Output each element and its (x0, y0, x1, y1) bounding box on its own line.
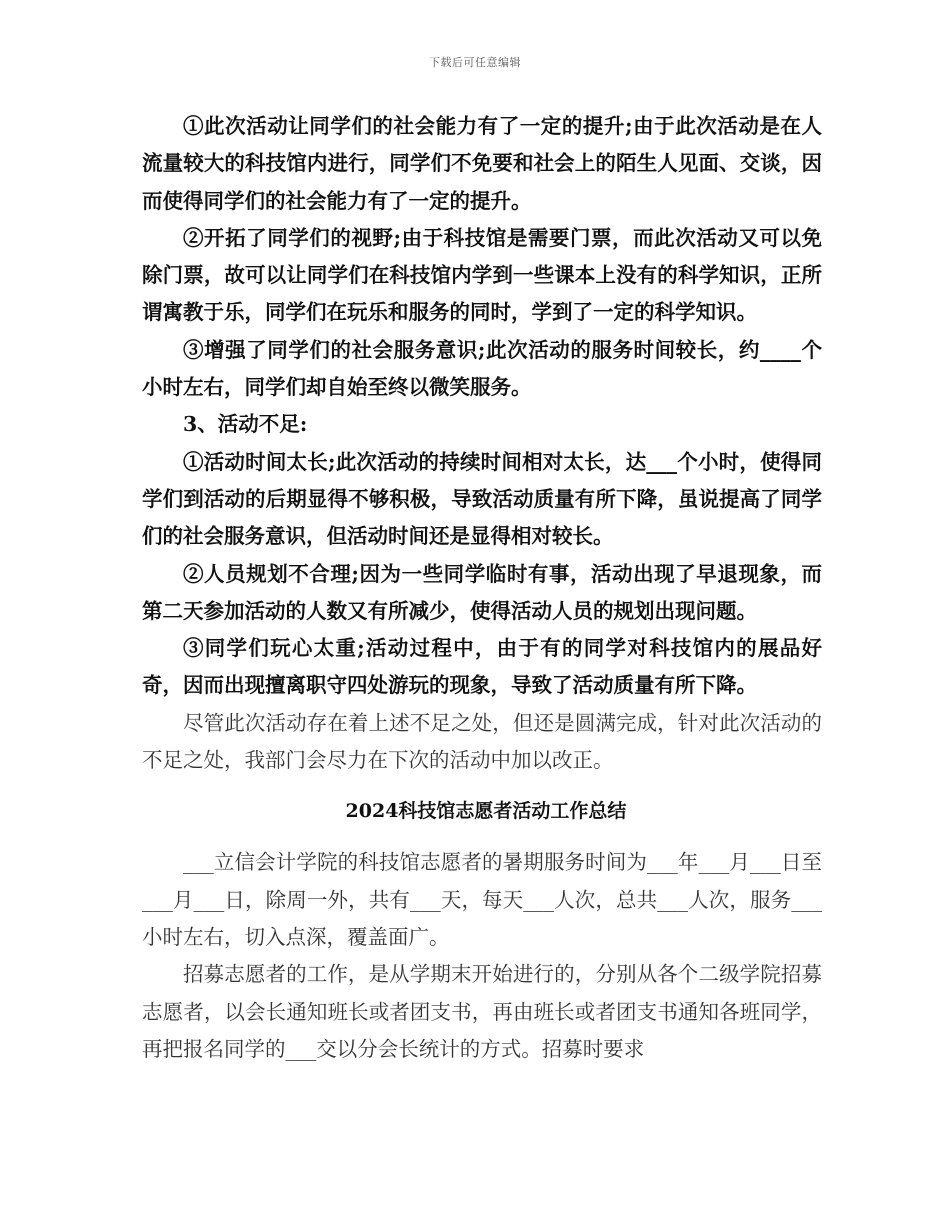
paragraph-shortcoming-1: ①活动时间太长;此次活动的持续时间相对太长，达___个小时，使得同学们到活动的后期显得不够积极，导致活动质量有所下降，虽说提高了同学们的社会服务意识，但活动时间还是显得相对较长。 (142, 449, 822, 549)
paragraph-recruitment: 招募志愿者的工作，是从学期末开始进行的，分别从各个二级学院招募志愿者，以会长通知班长或者团支书，再由班长或者团支书通知各班同学，再把报名同学的___交以分会长统计的方式。招募时要求 (142, 962, 822, 1061)
document-body (142, 108, 822, 1068)
page-header-note: 下载后可任意编辑 (429, 56, 521, 69)
paragraph-shortcoming-2: ②人员规划不合理;因为一些同学临时有事，活动出现了早退现象，而第二天参加活动的人数又有所减少，使得活动人员的规划出现问题。 (142, 561, 822, 623)
section-title: 2024科技馆志愿者活动工作总结 (345, 800, 627, 823)
paragraph-closing: 尽管此次活动存在着上述不足之处，但还是圆满完成，针对此次活动的不足之处，我部门会尽力在下次的活动中加以改正。 (142, 710, 822, 773)
paragraph-achievement-3: ③增强了同学们的社会服务意识;此次活动的服务时间较长，约____个小时左右，同学们却自始至终以微笑服务。 (142, 337, 822, 400)
paragraph-service-time: ___立信会计学院的科技馆志愿者的暑期服务时间为___年___月___日至___月___日，除周一外，共有___天，每天___人次，总共___人次，服务___小时左右，切入点深，覆盖面广。 (142, 850, 822, 949)
section-heading-shortcomings: 3、活动不足: (183, 412, 308, 437)
paragraph-shortcoming-3: ③同学们玩心太重;活动过程中，由于有的同学对科技馆内的展品好奇，因而出现擅离职守四处游玩的现象，导致了活动质量有所下降。 (142, 636, 822, 698)
paragraph-achievement-1: ①此次活动让同学们的社会能力有了一定的提升;由于此次活动是在人流量较大的科技馆内进行，同学们不免要和社会上的陌生人见面、交谈，因而使得同学们的社会能力有了一定的提升。 (142, 114, 822, 213)
paragraph-achievement-2: ②开拓了同学们的视野;由于科技馆是需要门票，而此次活动又可以免除门票，故可以让同学们在科技馆内学到一些课本上没有的科学知识，正所谓寓教于乐，同学们在玩乐和服务的同时，学到了一定的科学知识。 (142, 225, 822, 325)
